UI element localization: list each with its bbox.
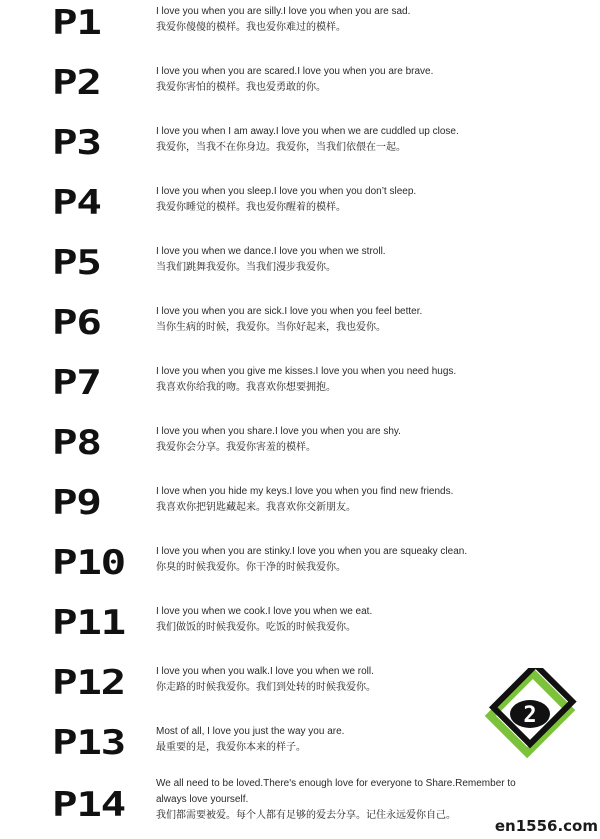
phrase-text	[156, 4, 546, 36]
english-line: I love you when I am away.I love you when we are cuddled up close.	[156, 126, 459, 137]
phrase-row	[0, 184, 600, 244]
phrase-row	[0, 304, 600, 364]
phrase-row	[0, 364, 600, 424]
page-number-label: P7	[52, 363, 101, 403]
english-line: I love you when you sleep.I love you when you don’t sleep.	[156, 186, 417, 197]
chinese-line: 最重要的是，我爱你本来的样子。	[156, 742, 306, 753]
chinese-line: 我们都需要被爱。每个人都有足够的爱去分享。记住永远爱你自己。	[156, 810, 456, 821]
phrase-row	[0, 484, 600, 544]
english-line: I love you when you are silly.I love you when you are sad.	[156, 6, 411, 17]
phrase-text	[156, 544, 546, 576]
chinese-line: 你走路的时候我爱你。我们到处转的时候我爱你。	[156, 682, 376, 693]
english-line: I love when you hide my keys.I love you when you find new friends.	[156, 486, 454, 497]
chinese-line: 我喜欢你把钥匙藏起来。我喜欢你交新朋友。	[156, 502, 356, 513]
emblem-logo	[478, 668, 582, 758]
english-line: I love you when you share.I love you when you are shy.	[156, 426, 401, 437]
page-number-label: P12	[52, 663, 126, 703]
page-number-label: P2	[52, 63, 101, 103]
chinese-line: 你臭的时候我爱你。你干净的时候我爱你。	[156, 562, 346, 573]
watermark-rest: 1556.com	[515, 817, 598, 835]
chinese-line: 当你生病的时候，我爱你。当你好起来，我也爱你。	[156, 322, 386, 333]
page-number-label: P4	[52, 183, 101, 223]
phrase-row	[0, 64, 600, 124]
phrase-text	[156, 424, 546, 456]
phrase-text	[156, 184, 546, 216]
phrase-row	[0, 604, 600, 664]
phrase-row	[0, 544, 600, 604]
phrase-text	[156, 244, 546, 276]
chinese-line: 我爱你害怕的模样。我也爱勇敢的你。	[156, 82, 326, 93]
page-number-label: P10	[52, 543, 126, 583]
phrase-text	[156, 304, 546, 336]
page-number-label: P8	[52, 423, 101, 463]
phrase-row	[0, 124, 600, 184]
phrase-row	[0, 424, 600, 484]
watermark-prefix: en	[494, 817, 516, 835]
phrase-text	[156, 776, 546, 824]
english-line: I love you when you are stinky.I love you when you are squeaky clean.	[156, 546, 468, 557]
page-number-label: P5	[52, 243, 101, 283]
english-line: I love you when we cook.I love you when we eat.	[156, 606, 373, 617]
english-line: I love you when we dance.I love you when we stroll.	[156, 246, 386, 257]
english-line: We all need to be loved.There's enough love for everyone to Share.Remember to always love yourself.	[156, 778, 516, 805]
page-number-label: P9	[52, 483, 101, 523]
english-line: Most of all, I love you just the way you are.	[156, 726, 345, 737]
chinese-line: 我们做饭的时候我爱你。吃饭的时候我爱你。	[156, 622, 356, 633]
page-number-label: P11	[52, 603, 126, 643]
page-number-label: P1	[52, 3, 101, 43]
english-line: I love you when you are scared.I love you when you are brave.	[156, 66, 434, 77]
phrase-text	[156, 364, 546, 396]
phrase-text	[156, 124, 546, 156]
chinese-line: 我爱你，当我不在你身边。我爱你，当我们依偎在一起。	[156, 142, 406, 153]
page-number-label: P6	[52, 303, 101, 343]
phrase-row	[0, 4, 600, 64]
phrase-text	[156, 64, 546, 96]
phrase-text	[156, 484, 546, 516]
chinese-line: 我爱你会分享。我爱你害羞的模样。	[156, 442, 316, 453]
chinese-line: 我爱你傻傻的模样。我也爱你难过的模样。	[156, 22, 346, 33]
chinese-line: 当我们跳舞我爱你。当我们漫步我爱你。	[156, 262, 336, 273]
english-line: I love you when you are sick.I love you when you feel better.	[156, 306, 423, 317]
chinese-line: 我喜欢你给我的吻。我喜欢你想要拥抱。	[156, 382, 336, 393]
english-line: I love you when you give me kisses.I love you when you need hugs.	[156, 366, 457, 377]
page-number-label: P3	[52, 123, 101, 163]
page-number-label: P13	[52, 723, 126, 763]
phrase-row	[0, 244, 600, 304]
site-watermark[interactable]	[495, 817, 598, 835]
english-line: I love you when you walk.I love you when we roll.	[156, 666, 374, 677]
page-number-label: P14	[52, 785, 126, 825]
phrase-text	[156, 604, 546, 636]
chinese-line: 我爱你睡觉的模样。我也爱你醒着的模样。	[156, 202, 346, 213]
emblem-digit: 2	[523, 703, 537, 728]
